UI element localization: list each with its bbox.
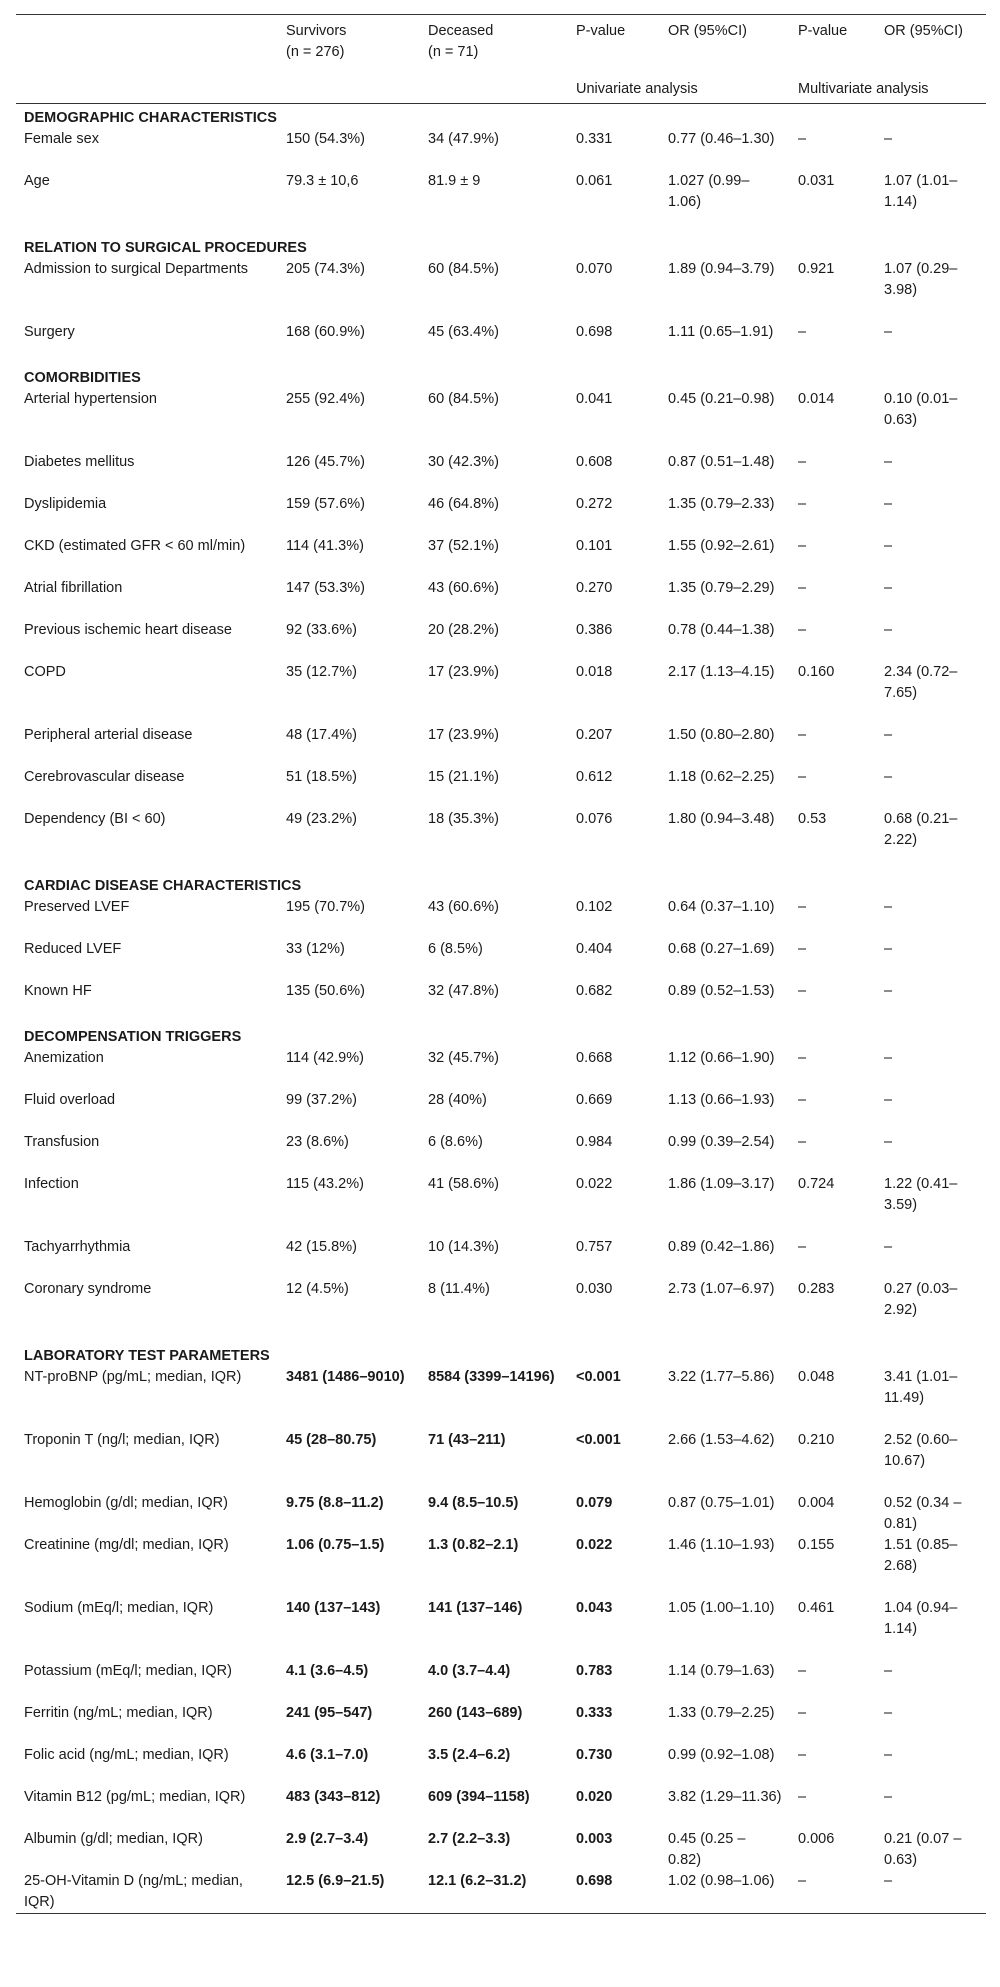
table-row <box>16 1367 986 1430</box>
table-row <box>16 259 986 322</box>
header-pvalue-univariate: P-value <box>576 23 626 39</box>
survivors-cell: 35 (12.7%) <box>286 664 357 680</box>
section-title: LABORATORY TEST PARAMETERS <box>24 1348 270 1364</box>
table-row <box>16 452 986 494</box>
or-univariate-cell: 0.77 (0.46–1.30) <box>668 131 775 147</box>
table-row <box>16 725 986 767</box>
deceased-cell: 43 (60.6%) <box>428 580 499 596</box>
pvalue-univariate-cell: <0.001 <box>576 1369 621 1385</box>
row-label: Peripheral arterial disease <box>24 727 193 743</box>
or-univariate-cell: 2.66 (1.53–4.62) <box>668 1432 775 1448</box>
or-multivariate-cell: 1.07 (1.01–1.14) <box>884 173 958 210</box>
row-label: Sodium (mEq/l; median, IQR) <box>24 1600 214 1616</box>
table-header <box>16 15 986 104</box>
pvalue-univariate-cell: 0.018 <box>576 664 613 680</box>
row-label: Creatinine (mg/dl; median, IQR) <box>24 1537 229 1553</box>
survivors-cell: 48 (17.4%) <box>286 727 357 743</box>
row-label: Arterial hypertension <box>24 391 157 407</box>
survivors-cell: 42 (15.8%) <box>286 1239 357 1255</box>
deceased-cell: 46 (64.8%) <box>428 496 499 512</box>
or-univariate-cell: 1.80 (0.94–3.48) <box>668 811 775 827</box>
or-multivariate-cell: 2.34 (0.72–7.65) <box>884 664 958 701</box>
pvalue-multivariate-cell: – <box>798 131 807 147</box>
pvalue-multivariate-cell: 0.048 <box>798 1369 835 1385</box>
or-univariate-cell: 1.13 (0.66–1.93) <box>668 1092 775 1108</box>
or-multivariate-cell: 1.51 (0.85–2.68) <box>884 1537 958 1574</box>
survivors-cell: 205 (74.3%) <box>286 261 365 277</box>
survivors-cell: 168 (60.9%) <box>286 324 365 340</box>
header-survivors-n: (n = 276) <box>286 44 345 60</box>
or-univariate-cell: 1.14 (0.79–1.63) <box>668 1663 775 1679</box>
deceased-cell: 43 (60.6%) <box>428 899 499 915</box>
deceased-cell: 9.4 (8.5–10.5) <box>428 1495 519 1511</box>
table-row <box>16 322 986 364</box>
or-univariate-cell: 1.12 (0.66–1.90) <box>668 1050 775 1066</box>
pvalue-multivariate-cell: – <box>798 622 807 638</box>
pvalue-univariate-cell: 0.698 <box>576 1873 613 1889</box>
row-label: Fluid overload <box>24 1092 116 1108</box>
pvalue-univariate-cell: 0.003 <box>576 1831 613 1847</box>
survivors-cell: 51 (18.5%) <box>286 769 357 785</box>
or-univariate-cell: 1.46 (1.10–1.93) <box>668 1537 775 1553</box>
deceased-cell: 10 (14.3%) <box>428 1239 499 1255</box>
row-label: Reduced LVEF <box>24 941 122 957</box>
or-univariate-cell: 0.99 (0.39–2.54) <box>668 1134 775 1150</box>
table-row <box>16 1787 986 1829</box>
header-univariate-analysis: Univariate analysis <box>576 81 698 97</box>
deceased-cell: 17 (23.9%) <box>428 727 499 743</box>
section-row <box>16 104 986 130</box>
header-deceased: Deceased (n = 71) <box>428 23 494 60</box>
deceased-cell: 12.1 (6.2–31.2) <box>428 1873 527 1889</box>
pvalue-multivariate-cell: 0.155 <box>798 1537 835 1553</box>
pvalue-univariate-cell: 0.030 <box>576 1281 613 1297</box>
pvalue-univariate-cell: 0.730 <box>576 1747 613 1763</box>
or-multivariate-cell: – <box>884 454 893 470</box>
deceased-cell: 30 (42.3%) <box>428 454 499 470</box>
pvalue-multivariate-cell: – <box>798 727 807 743</box>
pvalue-univariate-cell: 0.207 <box>576 727 613 743</box>
or-univariate-cell: 0.87 (0.51–1.48) <box>668 454 775 470</box>
survivors-cell: 195 (70.7%) <box>286 899 365 915</box>
header-multivariate-analysis: Multivariate analysis <box>798 81 929 97</box>
row-label: 25-OH-Vitamin D (ng/mL; median, IQR) <box>24 1873 243 1910</box>
or-multivariate-cell: – <box>884 324 893 340</box>
or-univariate-cell: 1.55 (0.92–2.61) <box>668 538 775 554</box>
deceased-cell: 17 (23.9%) <box>428 664 499 680</box>
survivors-cell: 4.1 (3.6–4.5) <box>286 1663 369 1679</box>
or-multivariate-cell: – <box>884 899 893 915</box>
row-label: Atrial fibrillation <box>24 580 123 596</box>
pvalue-multivariate-cell: 0.283 <box>798 1281 835 1297</box>
or-multivariate-cell: – <box>884 1239 893 1255</box>
or-multivariate-cell: 0.27 (0.03–2.92) <box>884 1281 958 1318</box>
or-multivariate-cell: – <box>884 538 893 554</box>
row-label: Hemoglobin (g/dl; median, IQR) <box>24 1495 228 1511</box>
deceased-cell: 6 (8.5%) <box>428 941 483 957</box>
table-row <box>16 1430 986 1493</box>
survivors-cell: 23 (8.6%) <box>286 1134 349 1150</box>
survivors-cell: 114 (41.3%) <box>286 538 364 554</box>
or-multivariate-cell: 1.07 (0.29–3.98) <box>884 261 958 298</box>
section-row <box>16 1342 986 1367</box>
deceased-cell: 2.7 (2.2–3.3) <box>428 1831 511 1847</box>
row-label: Cerebrovascular disease <box>24 769 185 785</box>
or-univariate-cell: 0.89 (0.52–1.53) <box>668 983 775 999</box>
header-pvalue-multivariate: P-value <box>798 23 848 39</box>
pvalue-multivariate-cell: – <box>798 496 807 512</box>
survivors-cell: 45 (28–80.75) <box>286 1432 377 1448</box>
row-label: Vitamin B12 (pg/mL; median, IQR) <box>24 1789 246 1805</box>
or-multivariate-cell: – <box>884 1873 893 1889</box>
pvalue-univariate-cell: 0.272 <box>576 496 613 512</box>
results-table <box>16 14 986 1914</box>
deceased-cell: 260 (143–689) <box>428 1705 523 1721</box>
or-multivariate-cell: 1.04 (0.94–1.14) <box>884 1600 958 1637</box>
pvalue-multivariate-cell: – <box>798 1663 807 1679</box>
pvalue-univariate-cell: 0.404 <box>576 941 613 957</box>
deceased-cell: 141 (137–146) <box>428 1600 523 1616</box>
survivors-cell: 159 (57.6%) <box>286 496 365 512</box>
or-univariate-cell: 1.89 (0.94–3.79) <box>668 261 775 277</box>
row-label: Troponin T (ng/l; median, IQR) <box>24 1432 220 1448</box>
deceased-cell: 34 (47.9%) <box>428 131 499 147</box>
or-multivariate-cell: – <box>884 1092 893 1108</box>
row-label: Preserved LVEF <box>24 899 130 915</box>
table-body <box>16 104 986 1914</box>
pvalue-univariate-cell: 0.386 <box>576 622 613 638</box>
pvalue-multivariate-cell: – <box>798 1873 807 1889</box>
survivors-cell: 150 (54.3%) <box>286 131 365 147</box>
table-row <box>16 1829 986 1871</box>
section-title: RELATION TO SURGICAL PROCEDURES <box>24 240 307 256</box>
or-multivariate-cell: – <box>884 1705 893 1721</box>
pvalue-multivariate-cell: 0.014 <box>798 391 835 407</box>
deceased-cell: 609 (394–1158) <box>428 1789 530 1805</box>
pvalue-univariate-cell: 0.612 <box>576 769 613 785</box>
or-univariate-cell: 0.45 (0.25 – 0.82) <box>668 1831 746 1868</box>
table-row <box>16 171 986 234</box>
table-row <box>16 1237 986 1279</box>
header-or-multivariate: OR (95%CI) <box>884 23 963 39</box>
survivors-cell: 2.9 (2.7–3.4) <box>286 1831 369 1847</box>
row-label: Folic acid (ng/mL; median, IQR) <box>24 1747 229 1763</box>
survivors-cell: 99 (37.2%) <box>286 1092 357 1108</box>
section-row <box>16 1023 986 1048</box>
survivors-cell: 241 (95–547) <box>286 1705 373 1721</box>
or-multivariate-cell: – <box>884 727 893 743</box>
pvalue-univariate-cell: 0.101 <box>576 538 613 554</box>
pvalue-multivariate-cell: 0.724 <box>798 1176 835 1192</box>
or-univariate-cell: 0.64 (0.37–1.10) <box>668 899 775 915</box>
deceased-cell: 6 (8.6%) <box>428 1134 483 1150</box>
table-row <box>16 536 986 578</box>
or-multivariate-cell: – <box>884 941 893 957</box>
deceased-cell: 71 (43–211) <box>428 1432 506 1448</box>
pvalue-univariate-cell: 0.333 <box>576 1705 613 1721</box>
or-multivariate-cell: – <box>884 580 893 596</box>
survivors-cell: 126 (45.7%) <box>286 454 365 470</box>
survivors-cell: 140 (137–143) <box>286 1600 381 1616</box>
survivors-cell: 147 (53.3%) <box>286 580 365 596</box>
pvalue-univariate-cell: 0.783 <box>576 1663 613 1679</box>
pvalue-multivariate-cell: – <box>798 1239 807 1255</box>
or-univariate-cell: 3.82 (1.29–11.36) <box>668 1789 782 1805</box>
deceased-cell: 37 (52.1%) <box>428 538 499 554</box>
table-row <box>16 1493 986 1535</box>
survivors-cell: 33 (12%) <box>286 941 345 957</box>
row-label: Albumin (g/dl; median, IQR) <box>24 1831 203 1847</box>
or-univariate-cell: 2.73 (1.07–6.97) <box>668 1281 775 1297</box>
or-multivariate-cell: 0.52 (0.34 – 0.81) <box>884 1495 962 1532</box>
section-row <box>16 364 986 389</box>
or-univariate-cell: 1.35 (0.79–2.33) <box>668 496 775 512</box>
or-multivariate-cell: – <box>884 1663 893 1679</box>
pvalue-univariate-cell: 0.043 <box>576 1600 613 1616</box>
pvalue-univariate-cell: <0.001 <box>576 1432 621 1448</box>
survivors-cell: 114 (42.9%) <box>286 1050 364 1066</box>
or-univariate-cell: 0.78 (0.44–1.38) <box>668 622 775 638</box>
deceased-cell: 4.0 (3.7–4.4) <box>428 1663 511 1679</box>
survivors-cell: 1.06 (0.75–1.5) <box>286 1537 385 1553</box>
or-univariate-cell: 0.68 (0.27–1.69) <box>668 941 775 957</box>
pvalue-multivariate-cell: – <box>798 580 807 596</box>
survivors-cell: 3481 (1486–9010) <box>286 1369 405 1385</box>
row-label: COPD <box>24 664 66 680</box>
or-multivariate-cell: – <box>884 622 893 638</box>
deceased-cell: 18 (35.3%) <box>428 811 499 827</box>
pvalue-multivariate-cell: – <box>798 769 807 785</box>
or-multivariate-cell: – <box>884 769 893 785</box>
survivors-cell: 483 (343–812) <box>286 1789 381 1805</box>
or-multivariate-cell: 0.21 (0.07 – 0.63) <box>884 1831 962 1868</box>
pvalue-univariate-cell: 0.022 <box>576 1176 613 1192</box>
pvalue-multivariate-cell: 0.004 <box>798 1495 835 1511</box>
row-label: Female sex <box>24 131 99 147</box>
pvalue-univariate-cell: 0.270 <box>576 580 613 596</box>
pvalue-multivariate-cell: – <box>798 941 807 957</box>
or-univariate-cell: 3.22 (1.77–5.86) <box>668 1369 775 1385</box>
deceased-cell: 81.9 ± 9 <box>428 173 481 189</box>
survivors-cell: 79.3 ± 10,6 <box>286 173 359 189</box>
or-multivariate-cell: 1.22 (0.41–3.59) <box>884 1176 958 1213</box>
pvalue-univariate-cell: 0.682 <box>576 983 613 999</box>
pvalue-multivariate-cell: – <box>798 1050 807 1066</box>
table-row <box>16 389 986 452</box>
survivors-cell: 115 (43.2%) <box>286 1176 364 1192</box>
header-survivors: Survivors (n = 276) <box>286 23 347 60</box>
pvalue-multivariate-cell: – <box>798 454 807 470</box>
section-title: DECOMPENSATION TRIGGERS <box>24 1029 242 1045</box>
survivors-cell: 49 (23.2%) <box>286 811 357 827</box>
or-univariate-cell: 1.86 (1.09–3.17) <box>668 1176 775 1192</box>
pvalue-univariate-cell: 0.041 <box>576 391 613 407</box>
or-univariate-cell: 0.89 (0.42–1.86) <box>668 1239 775 1255</box>
deceased-cell: 1.3 (0.82–2.1) <box>428 1537 519 1553</box>
row-label: Admission to surgical Departments <box>24 261 249 277</box>
row-label: Known HF <box>24 983 92 999</box>
or-univariate-cell: 1.11 (0.65–1.91) <box>668 324 774 340</box>
table-row <box>16 1174 986 1237</box>
pvalue-univariate-cell: 0.698 <box>576 324 613 340</box>
pvalue-univariate-cell: 0.070 <box>576 261 613 277</box>
row-label: CKD (estimated GFR < 60 ml/min) <box>24 538 246 554</box>
survivors-cell: 12 (4.5%) <box>286 1281 349 1297</box>
table-row <box>16 981 986 1023</box>
or-univariate-cell: 0.87 (0.75–1.01) <box>668 1495 775 1511</box>
deceased-cell: 15 (21.1%) <box>428 769 499 785</box>
row-label: Anemization <box>24 1050 104 1066</box>
row-label: Diabetes mellitus <box>24 454 135 470</box>
or-univariate-cell: 1.35 (0.79–2.29) <box>668 580 775 596</box>
or-univariate-cell: 1.18 (0.62–2.25) <box>668 769 775 785</box>
pvalue-multivariate-cell: – <box>798 1134 807 1150</box>
section-row <box>16 872 986 897</box>
table-row <box>16 1090 986 1132</box>
deceased-cell: 8584 (3399–14196) <box>428 1369 555 1385</box>
pvalue-multivariate-cell: 0.461 <box>798 1600 835 1616</box>
row-label: Previous ischemic heart disease <box>24 622 232 638</box>
row-label: Ferritin (ng/mL; median, IQR) <box>24 1705 213 1721</box>
pvalue-multivariate-cell: 0.53 <box>798 811 827 827</box>
row-label: Infection <box>24 1176 79 1192</box>
deceased-cell: 28 (40%) <box>428 1092 487 1108</box>
pvalue-multivariate-cell: – <box>798 899 807 915</box>
or-multivariate-cell: 0.68 (0.21–2.22) <box>884 811 958 848</box>
deceased-cell: 32 (45.7%) <box>428 1050 499 1066</box>
table-row <box>16 809 986 872</box>
table-row <box>16 662 986 725</box>
pvalue-univariate-cell: 0.061 <box>576 173 613 189</box>
deceased-cell: 20 (28.2%) <box>428 622 499 638</box>
pvalue-univariate-cell: 0.102 <box>576 899 613 915</box>
or-multivariate-cell: 2.52 (0.60–10.67) <box>884 1432 958 1469</box>
pvalue-univariate-cell: 0.022 <box>576 1537 613 1553</box>
or-univariate-cell: 1.02 (0.98–1.06) <box>668 1873 775 1889</box>
or-univariate-cell: 1.05 (1.00–1.10) <box>668 1600 775 1616</box>
pvalue-multivariate-cell: 0.006 <box>798 1831 835 1847</box>
table-row <box>16 1661 986 1703</box>
pvalue-multivariate-cell: 0.921 <box>798 261 835 277</box>
or-univariate-cell: 0.45 (0.21–0.98) <box>668 391 775 407</box>
pvalue-univariate-cell: 0.020 <box>576 1789 613 1805</box>
survivors-cell: 135 (50.6%) <box>286 983 365 999</box>
row-label: Surgery <box>24 324 75 340</box>
or-multivariate-cell: 3.41 (1.01–11.49) <box>884 1369 958 1406</box>
pvalue-univariate-cell: 0.668 <box>576 1050 613 1066</box>
pvalue-multivariate-cell: – <box>798 983 807 999</box>
or-multivariate-cell: – <box>884 1050 893 1066</box>
table-row <box>16 578 986 620</box>
or-univariate-cell: 2.17 (1.13–4.15) <box>668 664 775 680</box>
section-title: CARDIAC DISEASE CHARACTERISTICS <box>24 878 302 894</box>
or-univariate-cell: 1.027 (0.99–1.06) <box>668 173 750 210</box>
table-row <box>16 897 986 939</box>
deceased-cell: 8 (11.4%) <box>428 1281 490 1297</box>
table-row <box>16 129 986 171</box>
table-row <box>16 1535 986 1598</box>
section-row <box>16 234 986 259</box>
pvalue-multivariate-cell: – <box>798 1092 807 1108</box>
deceased-cell: 60 (84.5%) <box>428 391 499 407</box>
row-label: Coronary syndrome <box>24 1281 152 1297</box>
pvalue-multivariate-cell: – <box>798 1789 807 1805</box>
pvalue-univariate-cell: 0.076 <box>576 811 613 827</box>
table-row <box>16 767 986 809</box>
row-label: Dyslipidemia <box>24 496 107 512</box>
pvalue-multivariate-cell: 0.160 <box>798 664 835 680</box>
pvalue-univariate-cell: 0.331 <box>576 131 613 147</box>
survivors-cell: 255 (92.4%) <box>286 391 365 407</box>
or-multivariate-cell: – <box>884 983 893 999</box>
pvalue-multivariate-cell: – <box>798 1747 807 1763</box>
row-label: Age <box>24 173 50 189</box>
pvalue-multivariate-cell: 0.210 <box>798 1432 835 1448</box>
or-multivariate-cell: 0.10 (0.01–0.63) <box>884 391 958 428</box>
survivors-cell: 92 (33.6%) <box>286 622 357 638</box>
table-row <box>16 1048 986 1090</box>
table-row <box>16 1279 986 1342</box>
pvalue-univariate-cell: 0.669 <box>576 1092 613 1108</box>
deceased-cell: 32 (47.8%) <box>428 983 499 999</box>
row-label: Dependency (BI < 60) <box>24 811 166 827</box>
table-row <box>16 620 986 662</box>
pvalue-univariate-cell: 0.608 <box>576 454 613 470</box>
pvalue-univariate-cell: 0.984 <box>576 1134 613 1150</box>
table-row <box>16 939 986 981</box>
survivors-cell: 9.75 (8.8–11.2) <box>286 1495 384 1511</box>
or-univariate-cell: 1.50 (0.80–2.80) <box>668 727 775 743</box>
table-row <box>16 1132 986 1174</box>
header-or-univariate: OR (95%CI) <box>668 23 747 39</box>
or-multivariate-cell: – <box>884 1747 893 1763</box>
header-deceased-n: (n = 71) <box>428 44 479 60</box>
table-row <box>16 1745 986 1787</box>
or-univariate-cell: 1.33 (0.79–2.25) <box>668 1705 775 1721</box>
row-label: Tachyarrhythmia <box>24 1239 131 1255</box>
deceased-cell: 45 (63.4%) <box>428 324 499 340</box>
section-title: DEMOGRAPHIC CHARACTERISTICS <box>24 110 277 126</box>
or-multivariate-cell: – <box>884 131 893 147</box>
pvalue-multivariate-cell: – <box>798 538 807 554</box>
or-multivariate-cell: – <box>884 1789 893 1805</box>
table-row <box>16 1703 986 1745</box>
or-univariate-cell: 0.99 (0.92–1.08) <box>668 1747 775 1763</box>
pvalue-multivariate-cell: – <box>798 1705 807 1721</box>
row-label: Potassium (mEq/l; median, IQR) <box>24 1663 232 1679</box>
or-multivariate-cell: – <box>884 1134 893 1150</box>
deceased-cell: 60 (84.5%) <box>428 261 499 277</box>
section-title: COMORBIDITIES <box>24 370 141 386</box>
survivors-cell: 4.6 (3.1–7.0) <box>286 1747 369 1763</box>
deceased-cell: 41 (58.6%) <box>428 1176 499 1192</box>
table-row <box>16 1871 986 1914</box>
pvalue-univariate-cell: 0.079 <box>576 1495 613 1511</box>
survivors-cell: 12.5 (6.9–21.5) <box>286 1873 385 1889</box>
table-row <box>16 1598 986 1661</box>
deceased-cell: 3.5 (2.4–6.2) <box>428 1747 511 1763</box>
row-label: NT-proBNP (pg/mL; median, IQR) <box>24 1369 242 1385</box>
table-row <box>16 494 986 536</box>
pvalue-multivariate-cell: – <box>798 324 807 340</box>
or-multivariate-cell: – <box>884 496 893 512</box>
pvalue-multivariate-cell: 0.031 <box>798 173 835 189</box>
header-empty-cell <box>16 15 278 74</box>
pvalue-univariate-cell: 0.757 <box>576 1239 613 1255</box>
row-label: Transfusion <box>24 1134 100 1150</box>
